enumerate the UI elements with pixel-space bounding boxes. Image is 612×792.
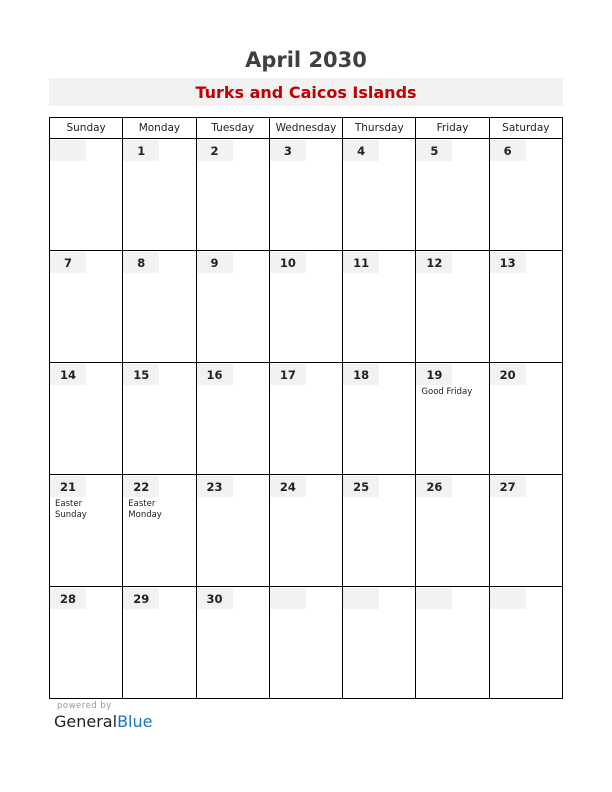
weekday-header: Saturday xyxy=(489,118,562,139)
day-number: 27 xyxy=(490,476,526,497)
day-cell xyxy=(50,475,123,587)
week-row xyxy=(50,587,563,699)
weekday-header: Wednesday xyxy=(269,118,342,139)
day-cell xyxy=(489,251,562,363)
day-number: 7 xyxy=(50,252,86,273)
holiday-label: Easter Sunday xyxy=(55,499,87,520)
day-number: 17 xyxy=(270,364,306,385)
day-number: 9 xyxy=(197,252,233,273)
day-number xyxy=(270,588,306,609)
day-cell xyxy=(343,363,416,475)
weekday-header: Sunday xyxy=(50,118,123,139)
holiday-label: Good Friday xyxy=(421,387,473,397)
day-number: 8 xyxy=(123,252,159,273)
week-row xyxy=(50,251,563,363)
day-number: 30 xyxy=(197,588,233,609)
day-number: 11 xyxy=(343,252,379,273)
day-number: 13 xyxy=(490,252,526,273)
day-number xyxy=(50,140,86,161)
day-number: 18 xyxy=(343,364,379,385)
day-cell xyxy=(269,363,342,475)
week-row xyxy=(50,139,563,251)
weekday-header: Friday xyxy=(416,118,489,139)
day-cell xyxy=(343,251,416,363)
day-number: 23 xyxy=(197,476,233,497)
day-number: 6 xyxy=(490,140,526,161)
day-cell xyxy=(343,475,416,587)
day-cell xyxy=(123,475,196,587)
day-number: 5 xyxy=(416,140,452,161)
week-row xyxy=(50,363,563,475)
day-number: 28 xyxy=(50,588,86,609)
day-number xyxy=(416,588,452,609)
day-number: 29 xyxy=(123,588,159,609)
country-name: Turks and Caicos Islands xyxy=(195,83,417,102)
day-number: 25 xyxy=(343,476,379,497)
day-cell xyxy=(416,251,489,363)
day-number: 22 xyxy=(123,476,159,497)
day-cell xyxy=(196,139,269,251)
day-cell xyxy=(50,251,123,363)
day-number: 19 xyxy=(416,364,452,385)
day-cell xyxy=(269,139,342,251)
powered-by-label: powered by xyxy=(57,701,112,711)
day-cell xyxy=(343,139,416,251)
brand-blue-text: Blue xyxy=(117,712,153,731)
day-number: 20 xyxy=(490,364,526,385)
brand-general-text: General xyxy=(54,712,118,731)
day-cell xyxy=(489,139,562,251)
day-cell xyxy=(196,475,269,587)
day-number: 12 xyxy=(416,252,452,273)
day-cell xyxy=(269,475,342,587)
day-cell xyxy=(416,475,489,587)
day-cell xyxy=(50,587,123,699)
weekday-header: Monday xyxy=(123,118,196,139)
weekday-header: Tuesday xyxy=(196,118,269,139)
weekday-header-row xyxy=(50,118,563,139)
day-cell xyxy=(50,139,123,251)
day-cell xyxy=(269,251,342,363)
day-cell xyxy=(196,251,269,363)
day-number: 24 xyxy=(270,476,306,497)
day-cell xyxy=(269,587,342,699)
day-cell xyxy=(489,587,562,699)
day-number xyxy=(343,588,379,609)
day-number: 4 xyxy=(343,140,379,161)
holiday-label: Easter Monday xyxy=(128,499,162,520)
day-number: 26 xyxy=(416,476,452,497)
day-cell xyxy=(123,587,196,699)
day-number: 16 xyxy=(197,364,233,385)
day-number: 2 xyxy=(197,140,233,161)
day-number: 1 xyxy=(123,140,159,161)
country-band xyxy=(49,78,563,106)
day-cell xyxy=(123,363,196,475)
page-title: April 2030 xyxy=(245,48,367,72)
day-cell xyxy=(196,587,269,699)
day-cell xyxy=(416,139,489,251)
day-cell xyxy=(123,251,196,363)
day-cell xyxy=(196,363,269,475)
day-cell xyxy=(50,363,123,475)
day-cell xyxy=(123,139,196,251)
day-number: 21 xyxy=(50,476,86,497)
day-cell xyxy=(489,363,562,475)
day-number: 15 xyxy=(123,364,159,385)
calendar-grid xyxy=(49,117,563,699)
week-row xyxy=(50,475,563,587)
day-cell xyxy=(416,363,489,475)
day-cell xyxy=(489,475,562,587)
day-cell xyxy=(343,587,416,699)
generalblue-logo[interactable] xyxy=(54,712,152,731)
day-number: 14 xyxy=(50,364,86,385)
day-number: 3 xyxy=(270,140,306,161)
day-cell xyxy=(416,587,489,699)
day-number xyxy=(490,588,526,609)
day-number: 10 xyxy=(270,252,306,273)
weekday-header: Thursday xyxy=(343,118,416,139)
